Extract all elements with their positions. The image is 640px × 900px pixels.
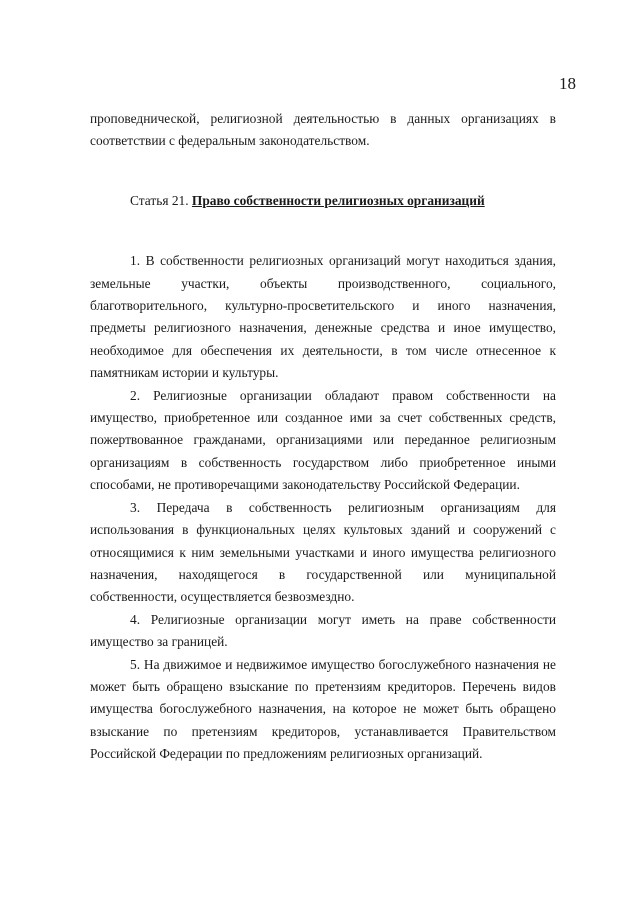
document-body: [90, 108, 556, 766]
paragraph-2: 2. Религиозные организации обладают правом собственности на имущество, приобретенное или созданное ими за счет собственных средств, пожертвованное гражданами, организациями или переданное религиозным организациям в собственность государством либо приобретенное иными способами, не противоречащими законодательству Российской Федерации.: [90, 387, 556, 493]
page-number: 18: [559, 74, 576, 93]
article-title: Право собственности религиозных организаций: [191, 192, 485, 208]
paragraph-3: 3. Передача в собственность религиозным организациям для использования в функциональных целях культовых зданий и сооружений с относящимися к ним земельными участками и иного имущества религиозного назначения, находящегося в государственной или муниципальной собственности, осуществляется безвозмездно.: [90, 499, 556, 605]
article-number: Статья 21.: [130, 192, 192, 208]
paragraph-4: 4. Религиозные организации могут иметь на праве собственности имущество за границей.: [90, 611, 556, 650]
lead-paragraph: проповеднической, религиозной деятельностью в данных организациях в соответствии с федеральным законодательством.: [90, 111, 556, 149]
article-heading: [90, 190, 556, 212]
paragraph-1: 1. В собственности религиозных организаций могут находиться здания, земельные участки, объекты производственного, социального, благотворительного, культурно-просветительского и иного назначения, предметы религиозного назначения, денежные средства и иное имущество, необходимое для обеспечения их деятельности, в том числе отнесенное к памятникам истории и культуры.: [90, 253, 556, 381]
paragraph-5: 5. На движимое и недвижимое имущество богослужебного назначения не может быть обращено взыскание по претензиям кредиторов. Перечень видов имущества богослужебного назначения, на которое не может быть обращено взыскание по претензиям кредиторов, устанавливается Правительством Российской Федерации по предложениям религиозных организаций.: [90, 656, 556, 762]
